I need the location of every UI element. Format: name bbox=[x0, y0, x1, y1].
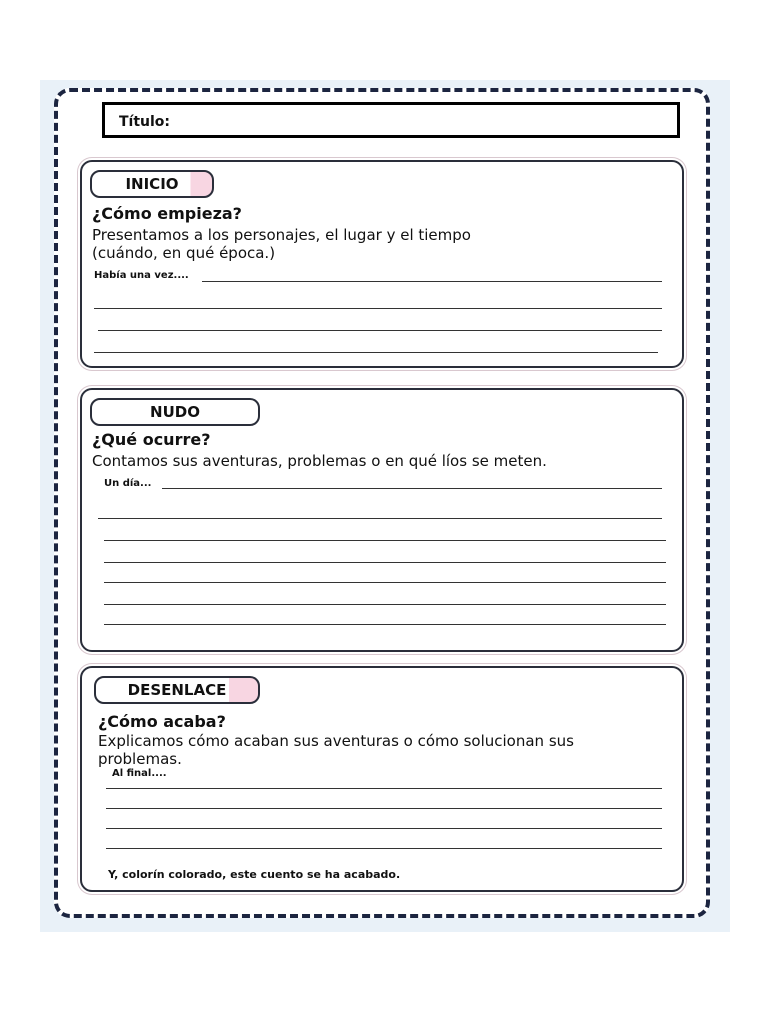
writing-line[interactable] bbox=[104, 562, 666, 563]
question-desenlace: ¿Cómo acaba? bbox=[98, 712, 226, 731]
writing-line[interactable] bbox=[106, 788, 662, 789]
writing-line[interactable] bbox=[202, 281, 662, 282]
starter-nudo: Un día... bbox=[104, 478, 152, 489]
writing-line[interactable] bbox=[106, 848, 662, 849]
writing-line[interactable] bbox=[104, 624, 666, 625]
writing-line[interactable] bbox=[98, 518, 662, 519]
writing-line[interactable] bbox=[106, 808, 662, 809]
closing-phrase: Y, colorín colorado, este cuento se ha acabado. bbox=[108, 868, 401, 881]
writing-line[interactable] bbox=[106, 828, 662, 829]
starter-inicio: Había una vez.... bbox=[94, 270, 189, 281]
writing-line[interactable] bbox=[98, 330, 662, 331]
question-inicio: ¿Cómo empieza? bbox=[92, 204, 242, 223]
tab-nudo: NUDO bbox=[90, 398, 260, 426]
starter-desenlace: Al final.... bbox=[112, 768, 167, 779]
question-nudo: ¿Qué ocurre? bbox=[92, 430, 211, 449]
writing-line[interactable] bbox=[104, 604, 666, 605]
writing-line[interactable] bbox=[94, 308, 662, 309]
writing-line[interactable] bbox=[104, 582, 666, 583]
writing-line[interactable] bbox=[94, 352, 658, 353]
description-desenlace: Explicamos cómo acaban sus aventuras o cómo solucionan sus problemas. bbox=[98, 732, 574, 768]
title-field[interactable] bbox=[102, 102, 680, 138]
section-inicio bbox=[80, 160, 684, 368]
tab-inicio: INICIO bbox=[90, 170, 214, 198]
description-nudo: Contamos sus aventuras, problemas o en qué líos se meten. bbox=[92, 452, 547, 470]
writing-line[interactable] bbox=[162, 488, 662, 489]
description-inicio: Presentamos a los personajes, el lugar y el tiempo (cuándo, en qué época.) bbox=[92, 226, 471, 262]
section-desenlace bbox=[80, 666, 684, 892]
tab-desenlace: DESENLACE bbox=[94, 676, 260, 704]
title-label: Título: bbox=[119, 114, 171, 130]
section-nudo bbox=[80, 388, 684, 652]
writing-line[interactable] bbox=[104, 540, 666, 541]
